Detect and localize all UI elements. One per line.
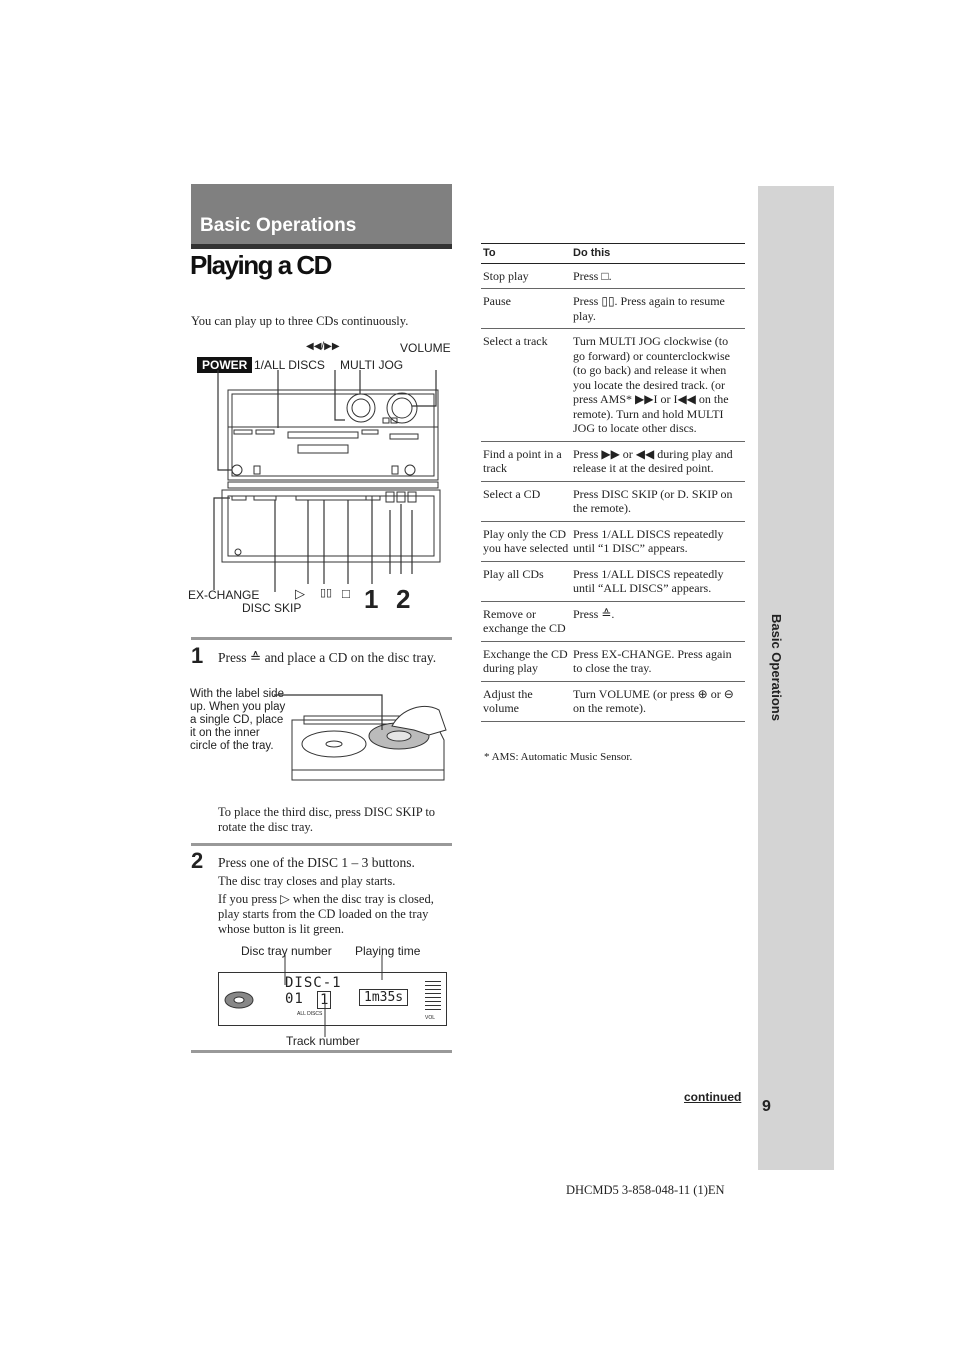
display-vol: VOL xyxy=(425,1015,436,1021)
table-footnote: * AMS: Automatic Music Sensor. xyxy=(484,751,633,763)
table-cell-to: Select a CD xyxy=(481,481,571,521)
table-cell-do: Turn MULTI JOG clockwise (to go forward) or counterclockwise (to go back) and release it when you locate the desired track. (or press AMS* ▶▶I or I◀◀ on the remote). Turn and hold MULTI JOG to locate other discs. xyxy=(571,329,745,442)
display-callout-lines xyxy=(270,955,390,1037)
volume-meter xyxy=(425,981,441,1013)
callout-2: 2 xyxy=(396,584,411,614)
intro-text: You can play up to three CDs continuously. xyxy=(191,314,409,328)
callout-1: 1 xyxy=(364,584,379,614)
step1-number: 1 xyxy=(191,643,204,668)
table-header-to: To xyxy=(481,244,571,264)
table-row xyxy=(481,561,745,601)
table-row xyxy=(481,521,745,561)
table-cell-do: Press DISC SKIP (or D. SKIP on the remote). xyxy=(571,481,745,521)
table-header-do: Do this xyxy=(571,244,745,264)
table-cell-do: Turn VOLUME (or press ⊕ or ⊖ on the remote). xyxy=(571,681,745,721)
table-cell-do: Press □. xyxy=(571,263,745,289)
disc-tray-number-label: Disc tray number xyxy=(241,944,332,958)
table-cell-to: Pause xyxy=(481,289,571,329)
table-row xyxy=(481,263,745,289)
all-discs-label: 1/ALL DISCS xyxy=(254,358,325,372)
disc-icon xyxy=(223,989,255,1011)
table-cell-to: Adjust the volume xyxy=(481,681,571,721)
pause-symbol: ▯▯ xyxy=(320,587,333,599)
display-time: 1m35s xyxy=(359,989,408,1006)
table-row xyxy=(481,641,745,681)
stereo-system-illustration xyxy=(200,370,450,592)
disc-tray-illustration xyxy=(274,690,454,790)
stop-symbol: □ xyxy=(342,586,350,601)
table-cell-to: Find a point in a track xyxy=(481,441,571,481)
table-header-row xyxy=(481,244,745,264)
page-title: Playing a CD xyxy=(190,250,331,280)
step1-tip: To place the third disc, press DISC SKIP to rotate the disc tray. xyxy=(218,805,436,834)
table-row xyxy=(481,289,745,329)
playing-time-label: Playing time xyxy=(355,944,421,958)
display-line2: 01 xyxy=(285,991,304,1007)
ex-change-label: EX-CHANGE xyxy=(188,588,260,602)
table-cell-do: Press 1/ALL DISCS repeatedly until “ALL DISCS” appears. xyxy=(571,561,745,601)
step2-sub1: The disc tray closes and play starts. xyxy=(218,874,396,888)
step1-rule xyxy=(191,637,452,640)
ams-label: ◀◀/▶▶ xyxy=(306,341,340,352)
step2-sub2: If you press ▷ when the disc tray is closed, play starts from the CD loaded on the tray whose button is lit green. xyxy=(218,892,434,936)
table-cell-do: Press ≙. xyxy=(571,601,745,641)
continued-link: continued xyxy=(684,1090,742,1104)
page-number: 9 xyxy=(762,1098,771,1115)
table-cell-to: Select a track xyxy=(481,329,571,442)
sidebar-label: Basic Operations xyxy=(769,614,784,721)
step2-text: Press one of the DISC 1 – 3 buttons. xyxy=(218,855,415,870)
table-cell-do: Press EX-CHANGE. Press again to close the tray. xyxy=(571,641,745,681)
table-cell-to: Exchange the CD during play xyxy=(481,641,571,681)
multi-jog-label: MULTI JOG xyxy=(340,358,404,372)
display-mini: ALL DISCS xyxy=(297,1011,323,1017)
volume-label: VOLUME xyxy=(400,341,451,355)
step2-end-rule xyxy=(191,1050,452,1053)
play-symbol: ▷ xyxy=(295,586,305,601)
table-row xyxy=(481,681,745,721)
table-cell-to: Stop play xyxy=(481,263,571,289)
track-number-label: Track number xyxy=(286,1034,360,1048)
operations-table xyxy=(481,243,745,722)
step2-rule xyxy=(191,843,452,846)
table-cell-do: Press 1/ALL DISCS repeatedly until “1 DISC” appears. xyxy=(571,521,745,561)
table-row xyxy=(481,601,745,641)
disc-skip-label: DISC SKIP xyxy=(242,601,302,615)
section-title: Basic Operations xyxy=(200,215,357,236)
power-label: POWER xyxy=(197,357,252,373)
step1-note: With the label side up. When you play a single CD, place it on the inner circle of the tray. xyxy=(190,688,286,752)
section-header-bar xyxy=(191,244,452,249)
table-cell-do: Press ▯▯. Press again to resume play. xyxy=(571,289,745,329)
table-row xyxy=(481,481,745,521)
table-row xyxy=(481,329,745,442)
table-row xyxy=(481,441,745,481)
step2-number: 2 xyxy=(191,848,204,873)
table-cell-to: Play all CDs xyxy=(481,561,571,601)
table-cell-to: Remove or exchange the CD xyxy=(481,601,571,641)
table-cell-do: Press ▶▶ or ◀◀ during play and release it at the desired point. xyxy=(571,441,745,481)
display-line1: DISC-1 xyxy=(285,975,342,991)
step1-text: Press ≙ and place a CD on the disc tray. xyxy=(218,650,437,665)
table-cell-to: Play only the CD you have selected xyxy=(481,521,571,561)
display-track: 1 xyxy=(317,991,331,1009)
footer-code: DHCMD5 3-858-048-11 (1)EN xyxy=(566,1183,725,1197)
